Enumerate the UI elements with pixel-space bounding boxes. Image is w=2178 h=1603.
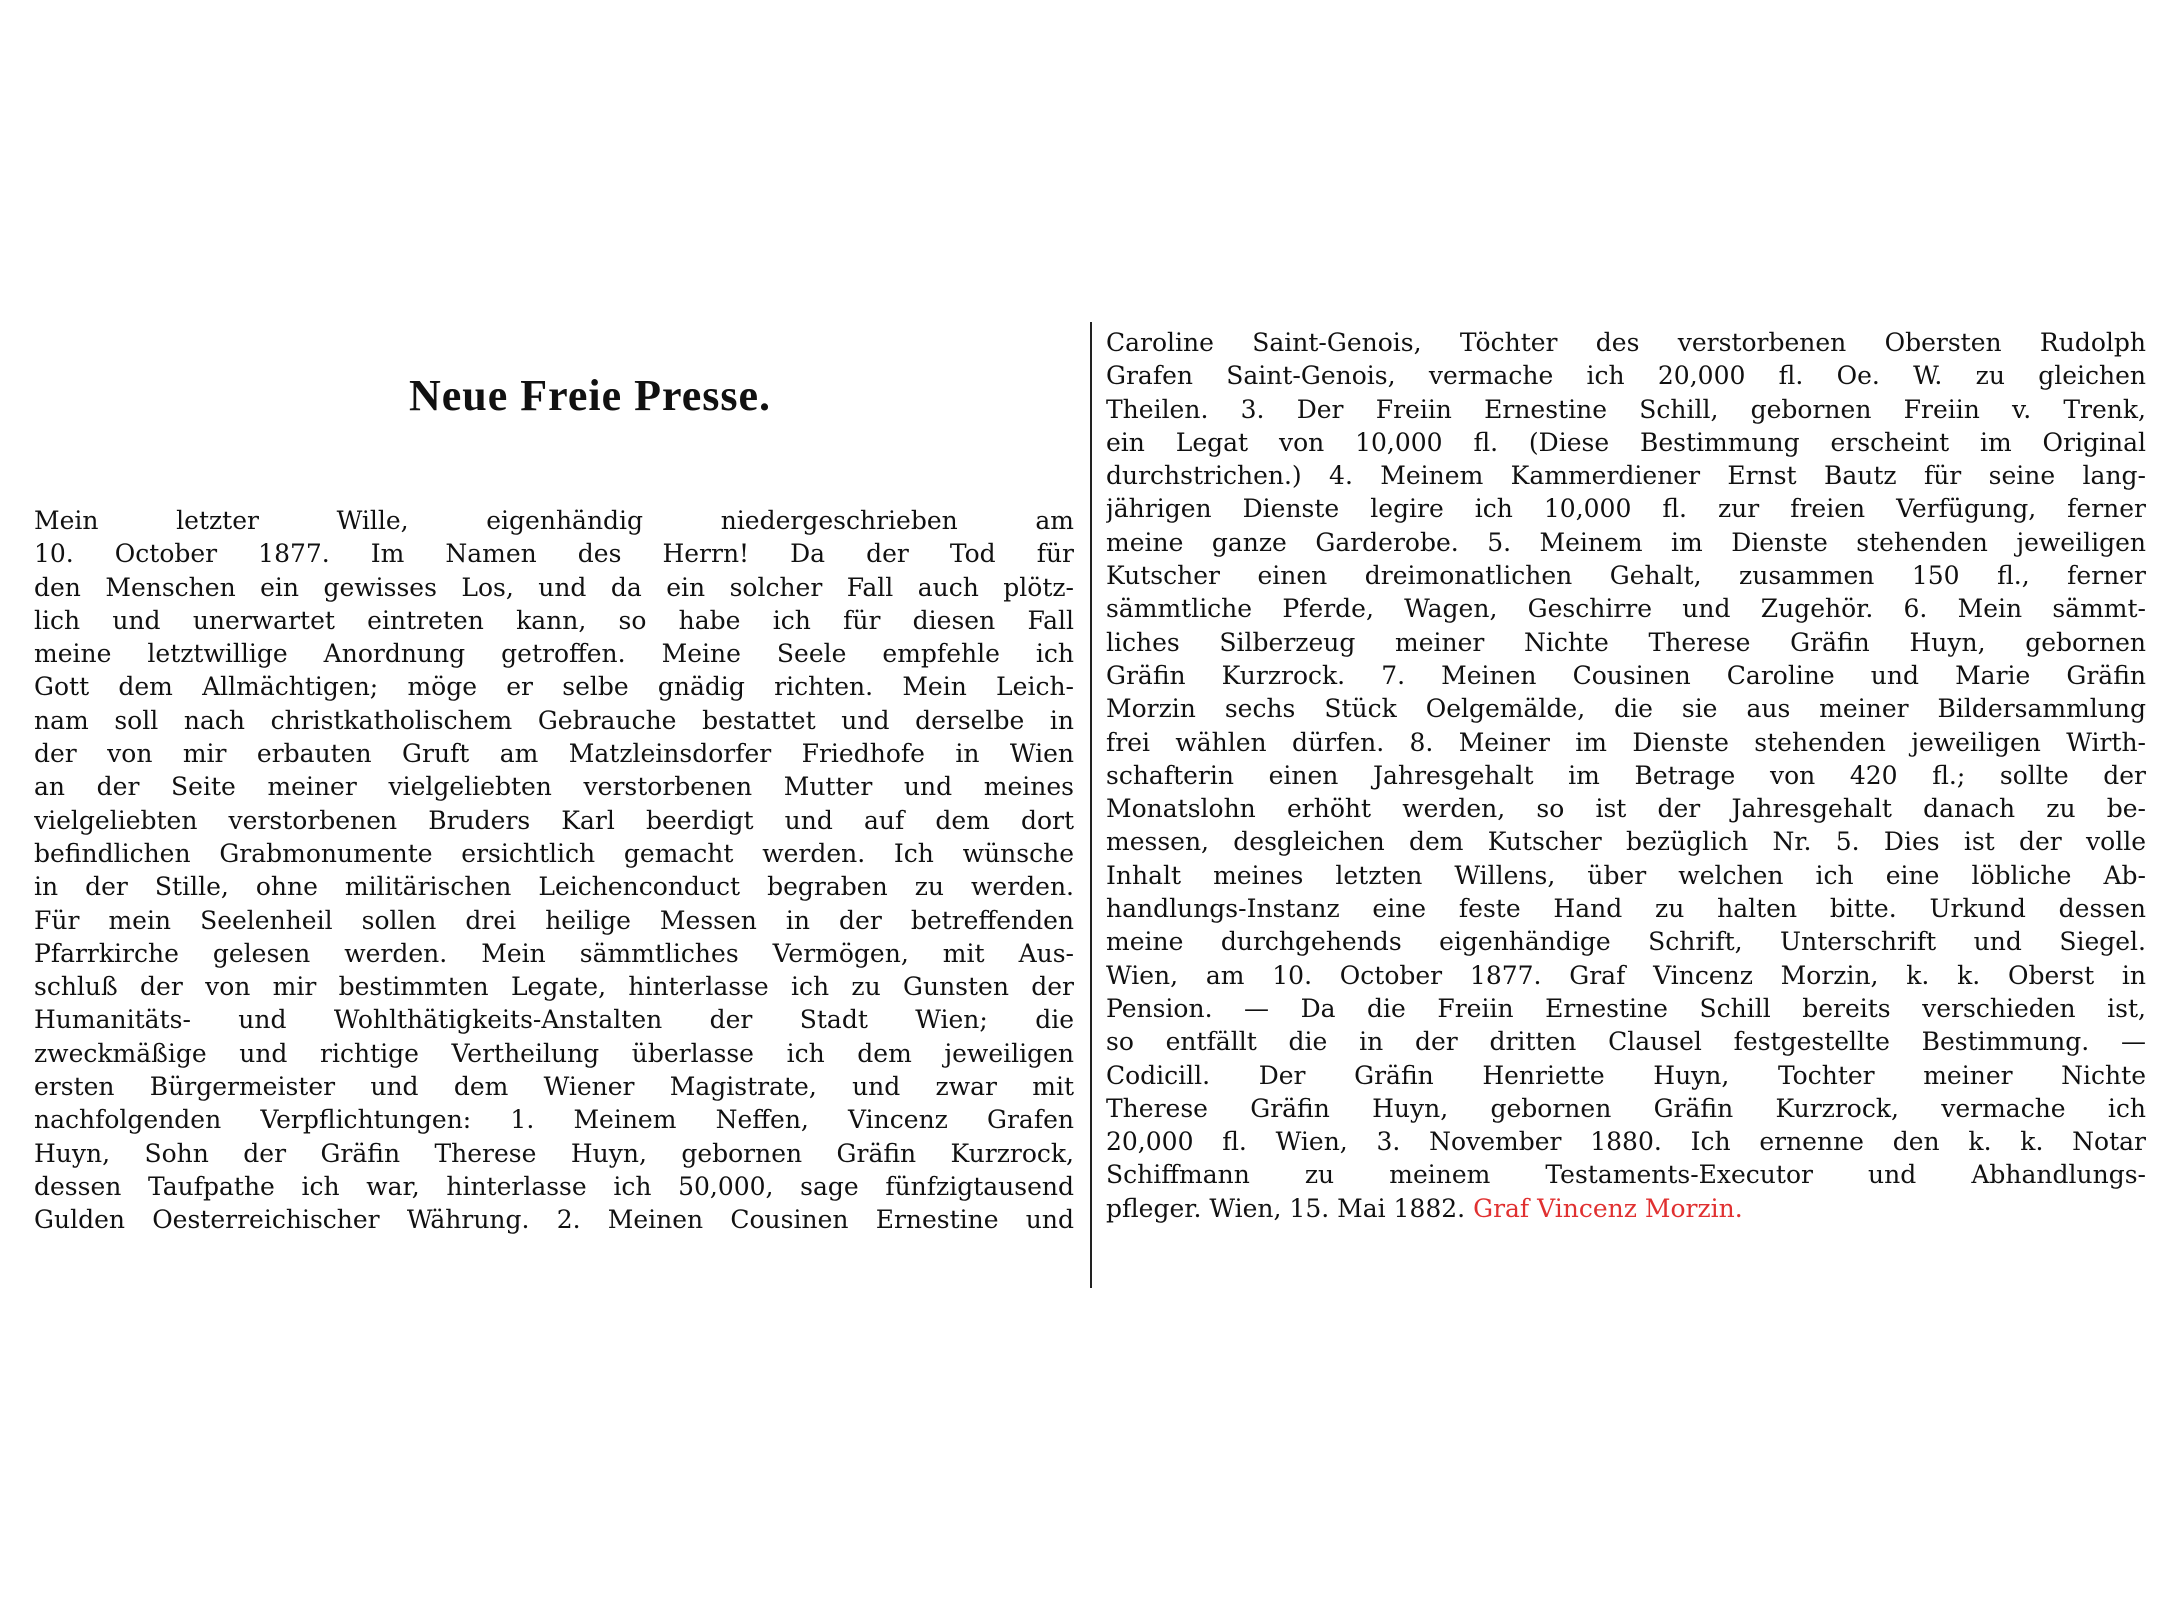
text-line: so entfällt die in der dritten Clausel festgestellte Bestimmung. —: [1106, 1027, 2146, 1057]
text-line: Schiffmann zu meinem Testaments-Executor und Abhandlungs-: [1106, 1160, 2146, 1190]
text-line: Morzin sechs Stück Oelgemälde, die sie aus meiner Bildersammlung: [1106, 694, 2146, 724]
text-line: ein Legat von 10,000 fl. (Diese Bestimmung erscheint im Original: [1106, 427, 2146, 457]
text-line: messen, desgleichen dem Kutscher bezüglich Nr. 5. Dies ist der volle: [1106, 827, 2146, 857]
text-line: nachfolgenden Verpflichtungen: 1. Meinem Neffen, Vincenz Grafen: [34, 1105, 1074, 1135]
text-line: meine durchgehends eigenhändige Schrift, Unterschrift und Siegel.: [1106, 927, 2146, 957]
text-line: schluß der von mir bestimmten Legate, hinterlasse ich zu Gunsten der: [34, 972, 1074, 1002]
text-line: Caroline Saint-Genois, Töchter des verstorbenen Obersten Rudolph: [1106, 328, 2146, 357]
text-line: Gott dem Allmächtigen; möge er selbe gnädig richten. Mein Leich-: [34, 672, 1074, 702]
text-line: 10. October 1877. Im Namen des Herrn! Da der Tod für: [34, 539, 1074, 569]
final-line-text: pfleger. Wien, 15. Mai 1882.: [1106, 1193, 1466, 1223]
text-line: Theilen. 3. Der Freiin Ernestine Schill, gebornen Freiin v. Trenk,: [1106, 394, 2146, 424]
text-line: lich und unerwartet eintreten kann, so habe ich für diesen Fall: [34, 605, 1074, 635]
text-line: den Menschen ein gewisses Los, und da ein solcher Fall auch plötz-: [34, 572, 1074, 602]
text-line: Gräfin Kurzrock. 7. Meinen Cousinen Caroline und Marie Gräfin: [1106, 660, 2146, 690]
text-line: vielgeliebten verstorbenen Bruders Karl beerdigt und auf dem dort: [34, 805, 1074, 835]
text-line: liches Silberzeug meiner Nichte Therese Gräfin Huyn, gebornen: [1106, 627, 2146, 657]
text-line: meine ganze Garderobe. 5. Meinem im Dienste stehenden jeweiligen: [1106, 527, 2146, 557]
text-line: Monatslohn erhöht werden, so ist der Jahresgehalt danach zu be-: [1106, 794, 2146, 824]
text-line: Grafen Saint-Genois, vermache ich 20,000 fl. Oe. W. zu gleichen: [1106, 361, 2146, 391]
text-line: Codicill. Der Gräfin Henriette Huyn, Tochter meiner Nichte: [1106, 1060, 2146, 1090]
text-line: der von mir erbauten Gruft am Matzleinsdorfer Friedhofe in Wien: [34, 739, 1074, 769]
text-line: Pfarrkirche gelesen werden. Mein sämmtliches Vermögen, mit Aus-: [34, 938, 1074, 968]
text-line: Kutscher einen dreimonatlichen Gehalt, zusammen 150 fl., ferner: [1106, 561, 2146, 591]
text-line: frei wählen dürfen. 8. Meiner im Dienste stehenden jeweiligen Wirth-: [1106, 727, 2146, 757]
text-line: schafterin einen Jahresgehalt im Betrage von 420 fl.; sollte der: [1106, 760, 2146, 790]
text-line: zweckmäßige und richtige Vertheilung überlasse ich dem jeweiligen: [34, 1038, 1074, 1068]
text-line: dessen Taufpathe ich war, hinterlasse ich 50,000, sage fünfzigtausend: [34, 1171, 1074, 1201]
text-line: Mein letzter Wille, eigenhändig niedergeschrieben am: [34, 506, 1074, 535]
column-divider: [1090, 322, 1092, 1288]
text-line: Humanitäts- und Wohlthätigkeits-Anstalten der Stadt Wien; die: [34, 1005, 1074, 1035]
text-line: 20,000 fl. Wien, 3. November 1880. Ich ernenne den k. k. Notar: [1106, 1127, 2146, 1157]
text-line: handlungs-Instanz eine feste Hand zu halten bitte. Urkund dessen: [1106, 894, 2146, 924]
text-line: nam soll nach christkatholischem Gebrauche bestattet und derselbe in: [34, 705, 1074, 735]
text-line: Für mein Seelenheil sollen drei heilige Messen in der betreffenden: [34, 905, 1074, 935]
right-text-column: [1106, 326, 2146, 1225]
text-line: in der Stille, ohne militärischen Leichenconduct begraben zu werden.: [34, 872, 1074, 902]
text-line: Wien, am 10. October 1877. Graf Vincenz Morzin, k. k. Oberst in: [1106, 960, 2146, 990]
text-line: sämmtliche Pferde, Wagen, Geschirre und Zugehör. 6. Mein sämmt-: [1106, 594, 2146, 624]
text-line: an der Seite meiner vielgeliebten verstorbenen Mutter und meines: [34, 772, 1074, 802]
text-line: Pension. — Da die Freiin Ernestine Schill bereits verschieden ist,: [1106, 993, 2146, 1023]
text-line: befindlichen Grabmonumente ersichtlich gemacht werden. Ich wünsche: [34, 838, 1074, 868]
text-line: Huyn, Sohn der Gräfin Therese Huyn, gebornen Gräfin Kurzrock,: [34, 1138, 1074, 1168]
text-line: jährigen Dienste legire ich 10,000 fl. zur freien Verfügung, ferner: [1106, 494, 2146, 524]
signature: Graf Vincenz Morzin.: [1473, 1193, 1743, 1223]
text-line: Gulden Oesterreichischer Währung. 2. Meinen Cousinen Ernestine und: [34, 1205, 1074, 1235]
newspaper-masthead: Neue Freie Presse.: [408, 371, 772, 420]
left-text-column: [34, 504, 1074, 1237]
text-line: meine letztwillige Anordnung getroffen. Meine Seele empfehle ich: [34, 639, 1074, 669]
text-line: Therese Gräfin Huyn, gebornen Gräfin Kurzrock, vermache ich: [1106, 1093, 2146, 1123]
text-line: Inhalt meines letzten Willens, über welchen ich eine löbliche Ab-: [1106, 860, 2146, 890]
text-line: durchstrichen.) 4. Meinem Kammerdiener Ernst Bautz für seine lang-: [1106, 461, 2146, 491]
final-line: [1106, 1192, 2146, 1225]
text-line: ersten Bürgermeister und dem Wiener Magistrate, und zwar mit: [34, 1072, 1074, 1102]
